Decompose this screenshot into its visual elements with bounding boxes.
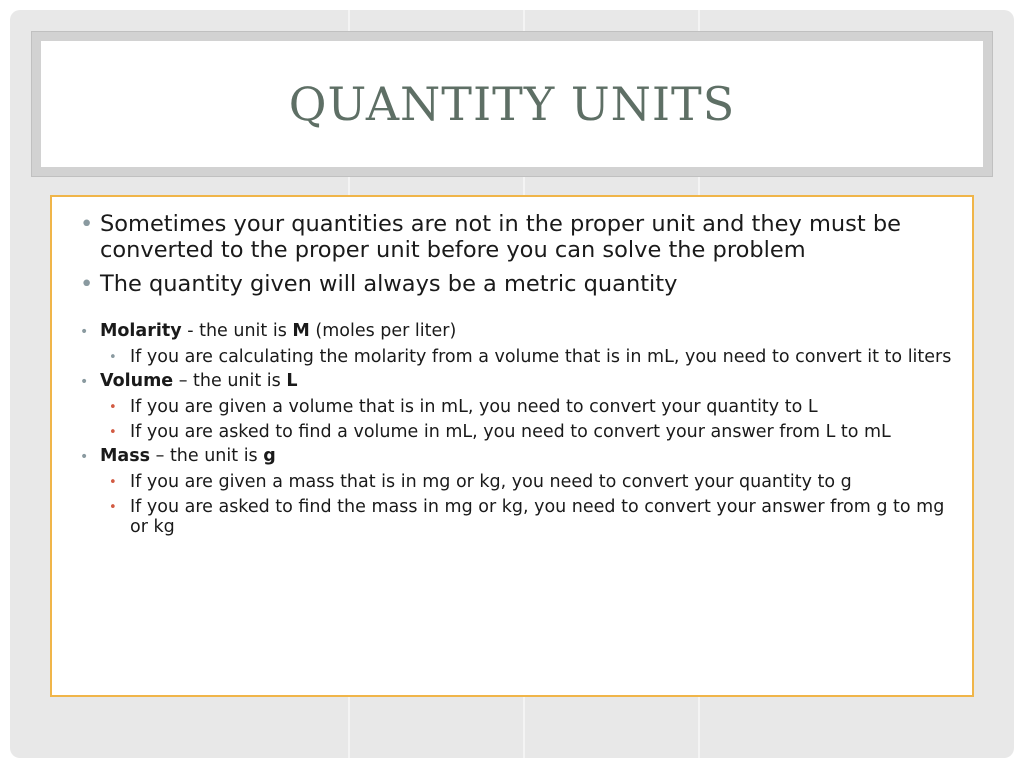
- list-item: • If you are given a volume that is in mL, you need to convert your quantity to L: [100, 397, 952, 417]
- list-item: • If you are calculating the molarity from a volume that is in mL, you need to convert it to liters: [100, 347, 952, 367]
- volume-term: Volume: [100, 371, 174, 391]
- content-box: [50, 195, 974, 697]
- molarity-term: Molarity: [100, 321, 182, 341]
- molarity-item: • Molarity - the unit is M (moles per liter) • If you are calculating the molarity from a volume that is in mL, you need to convert it to liters: [78, 321, 952, 367]
- volume-unit: L: [286, 371, 298, 391]
- list-item: • If you are given a mass that is in mg or kg, you need to convert your quantity to g: [100, 472, 952, 492]
- list-item: • The quantity given will always be a metric quantity: [78, 271, 952, 297]
- molarity-unit: M: [292, 321, 310, 341]
- slide-background: [10, 10, 1014, 758]
- title-box: [41, 41, 983, 167]
- bullet-list: [78, 211, 952, 537]
- mass-item: • Mass – the unit is g • If you are given a mass that is in mg or kg, you need to convert your quantity to g • If you are asked to find the mass in mg or kg, you need to convert your answer from g to mg or kg: [78, 446, 952, 537]
- list-item: • Sometimes your quantities are not in the proper unit and they must be converted to the proper unit before you can solve the problem: [78, 211, 952, 263]
- list-item: • If you are asked to find the mass in mg or kg, you need to convert your answer from g to mg or kg: [100, 497, 952, 537]
- volume-item: • Volume – the unit is L • If you are given a volume that is in mL, you need to convert your quantity to L • If you are asked to find a volume in mL, you need to convert your answer from L to mL: [78, 371, 952, 442]
- title-frame: [31, 31, 993, 177]
- mass-term: Mass: [100, 446, 151, 466]
- slide-title: QUANTITY UNITS: [288, 77, 736, 131]
- list-spacer: [78, 305, 952, 321]
- mass-unit: g: [263, 446, 276, 466]
- list-item: • If you are asked to find a volume in mL, you need to convert your answer from L to mL: [100, 422, 952, 442]
